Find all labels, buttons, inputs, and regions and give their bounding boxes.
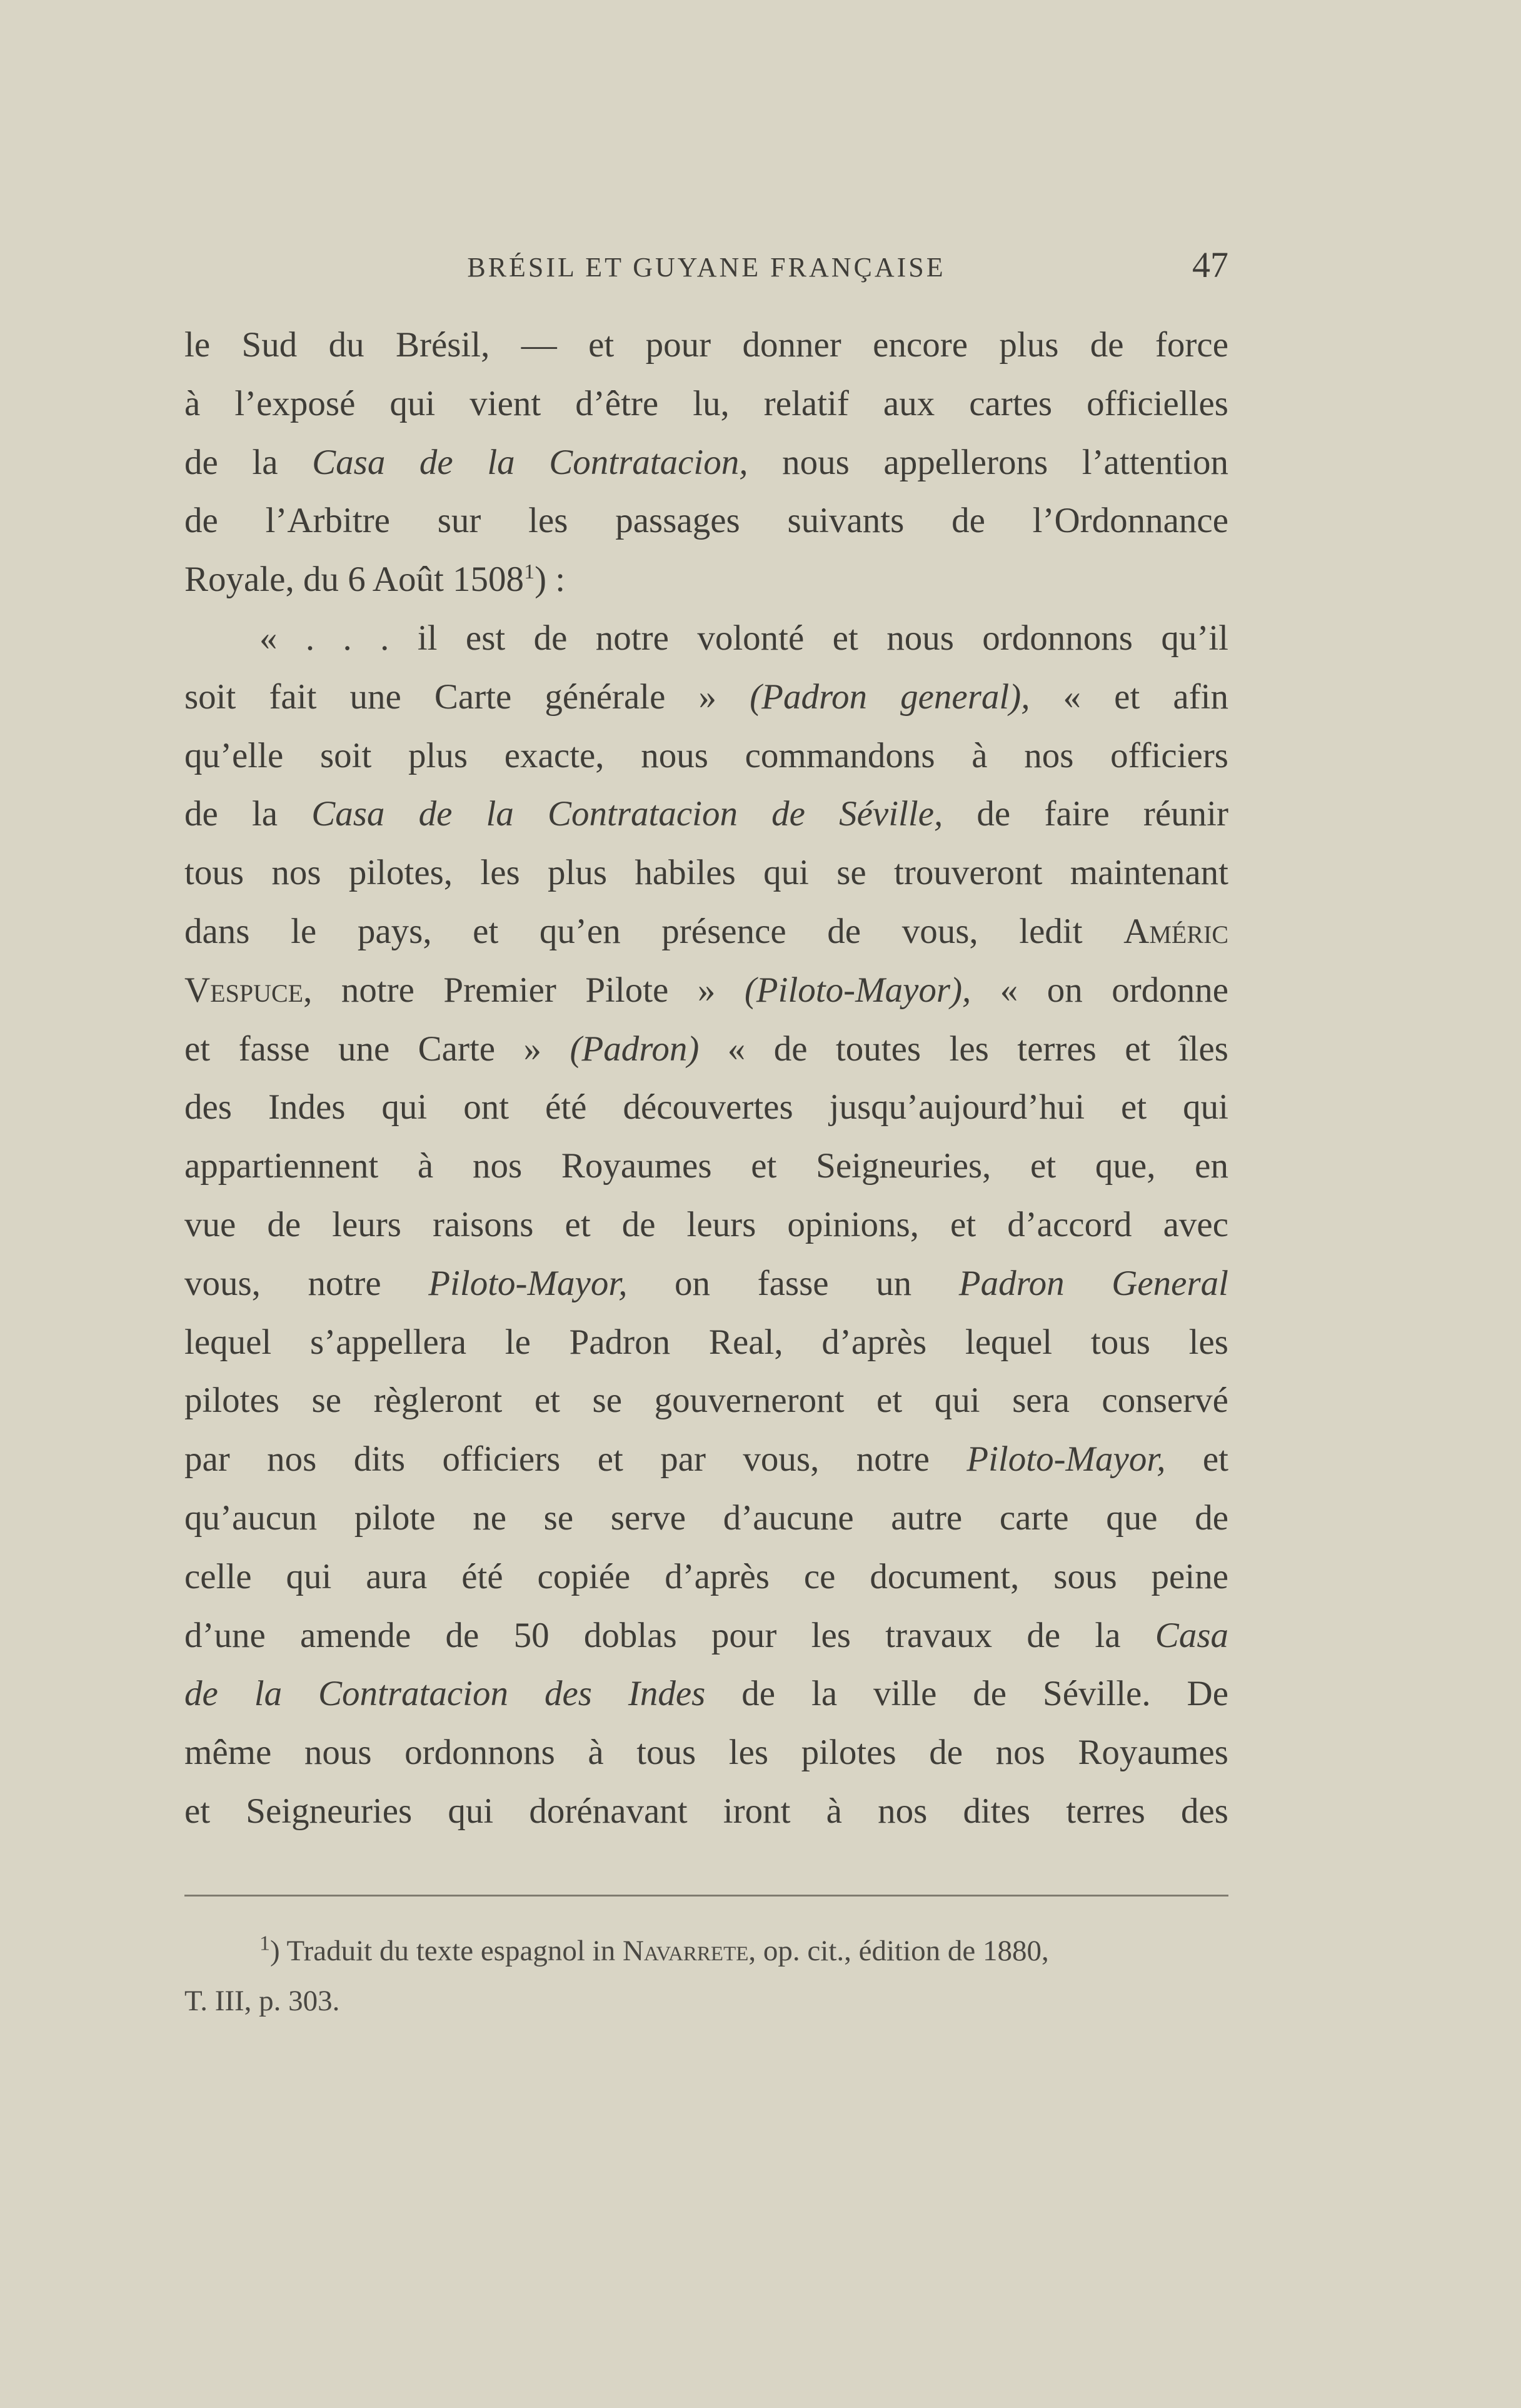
text-line: Vespuce, notre Premier Pilote » (Piloto-Mayor), « on ordonne (184, 970, 1229, 1010)
italic-phrase: de la Contratacion des Indes (184, 1674, 706, 1714)
body-text (184, 316, 1228, 1841)
text-line: le Sud du Brésil, — et pour donner encore plus de force (184, 325, 1228, 365)
text-line: vous, notre Piloto-Mayor, on fasse un Padron General (184, 1263, 1229, 1303)
text-line: même nous ordonnons à tous les pilotes de nos Royaumes (184, 1733, 1228, 1773)
text-line: à l’exposé qui vient d’être lu, relatif aux cartes officielles (184, 383, 1228, 423)
small-caps-name: Améric (1123, 911, 1228, 951)
text-line: de la Casa de la Contratacion, nous appellerons l’attention (184, 442, 1228, 482)
text-line: soit fait une Carte générale » (Padron general), « et afin (184, 677, 1228, 717)
text-line: qu’aucun pilote ne se serve d’aucune autre carte que de (184, 1498, 1228, 1538)
running-head-title: BRÉSIL ET GUYANE FRANÇAISE (467, 252, 946, 283)
italic-phrase: (Padron general), (750, 677, 1030, 717)
text-line: vue de leurs raisons et de leurs opinions, et d’accord avec (184, 1204, 1228, 1244)
italic-phrase: (Padron) (570, 1029, 700, 1069)
italic-phrase: Piloto-Mayor, (966, 1439, 1166, 1479)
text-line: tous nos pilotes, les plus habiles qui se trouveront maintenant (184, 853, 1228, 893)
text-line: Royale, du 6 Août 1508$^1$) : (184, 560, 566, 600)
text-line: pilotes se règleront et se gouverneront et qui sera conservé (184, 1381, 1228, 1421)
text-line: par nos dits officiers et par vous, notre Piloto-Mayor, et (184, 1439, 1228, 1479)
small-caps-name: Vespuce (184, 970, 304, 1010)
footnote-number: 1 (259, 1932, 270, 1955)
italic-phrase: Padron General (958, 1263, 1229, 1303)
italic-phrase: Casa de la Contratacion, (312, 442, 748, 482)
footnote-line: $^1$) Traduit du texte espagnol in Navarrete, op. cit., édition de 1880, (259, 1932, 1049, 1967)
text-line: lequel s’appellera le Padron Real, d’après lequel tous les (184, 1322, 1228, 1362)
footnote-marker: 1 (524, 560, 535, 584)
text-line: « . . . il est de notre volonté et nous ordonnons qu’il (259, 618, 1228, 658)
text-line: de l’Arbitre sur les passages suivants de l’Ordonnance (184, 501, 1228, 541)
text-line: dans le pays, et qu’en présence de vous, ledit Améric (184, 911, 1228, 951)
text-line: et fasse une Carte » (Padron) « de toutes les terres et îles (184, 1029, 1228, 1069)
italic-phrase: Casa de la Contratacion de Séville, (311, 794, 943, 834)
footnote (184, 1926, 1228, 2026)
text-line: qu’elle soit plus exacte, nous commandons à nos officiers (184, 735, 1228, 775)
text-line: celle qui aura été copiée d’après ce document, sous peine (184, 1556, 1228, 1596)
footnote-divider (184, 1895, 1228, 1897)
footnote-line: T. III, p. 303. (184, 1985, 340, 2017)
text-line: de la Casa de la Contratacion de Séville, de faire réunir (184, 794, 1228, 834)
text-line: des Indes qui ont été découvertes jusqu’aujourd’hui et qui (184, 1087, 1228, 1127)
italic-phrase: (Piloto-Mayor), (744, 970, 971, 1010)
page-number: 47 (1192, 244, 1228, 285)
text-line: de la Contratacion des Indes de la ville de Séville. De (184, 1674, 1228, 1714)
italic-phrase: Casa (1155, 1615, 1228, 1655)
running-header (184, 244, 1228, 294)
text-line: et Seigneuries qui dorénavant iront à nos dites terres des (184, 1791, 1228, 1831)
italic-phrase: Piloto-Mayor, (428, 1263, 628, 1303)
small-caps-name: Navarrete (622, 1935, 749, 1967)
text-line: appartiennent à nos Royaumes et Seigneuries, et que, en (184, 1146, 1228, 1186)
text-line: d’une amende de 50 doblas pour les travaux de la Casa (184, 1615, 1228, 1655)
